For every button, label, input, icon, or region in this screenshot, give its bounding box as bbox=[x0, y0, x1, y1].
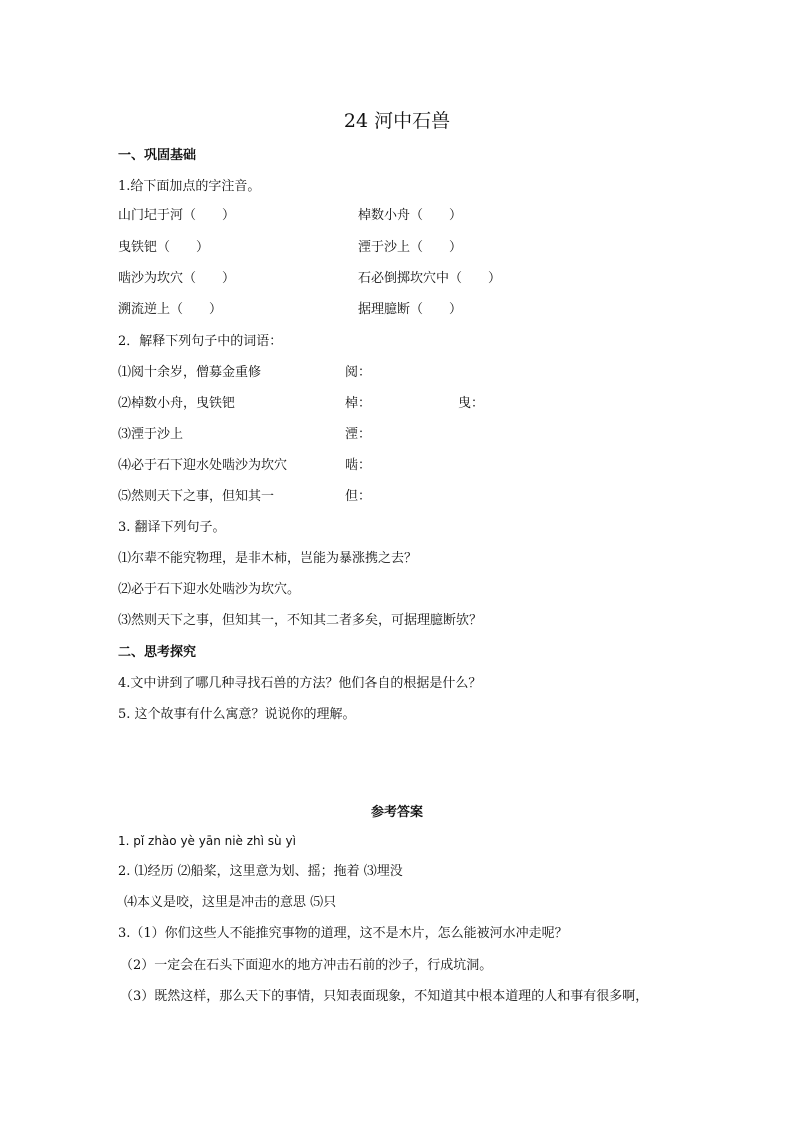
q1-item: 湮于沙上（ ） bbox=[358, 240, 463, 255]
q2-word: 啮： bbox=[345, 458, 372, 473]
q1-item: 曳铁钯（ ） bbox=[118, 240, 210, 255]
answer-3-cont: （3）既然这样，那么天下的事情，只知表面现象，不知道其中根本道理的人和事有很多啊， bbox=[120, 989, 649, 1004]
q3-item: ⑵必于石下迎水处啮沙为坎穴。 bbox=[118, 582, 301, 597]
q3-item: ⑴尔辈不能究物理，是非木柿，岂能为暴涨携之去？ bbox=[118, 551, 418, 566]
q1-item: 啮沙为坎穴（ ） bbox=[118, 271, 236, 286]
q1-item: 据理臆断（ ） bbox=[358, 302, 463, 317]
section-heading-basics: 一、巩固基础 bbox=[118, 148, 197, 163]
answer-1: 1. pǐ zhào yè yān niè zhì sù yì bbox=[118, 834, 296, 848]
answer-2-cont: ⑷本义是咬，这里是冲击的意思 ⑸只 bbox=[124, 895, 337, 910]
answer-3-cont: （2）一定会在石头下面迎水的地方冲击石前的沙子，行成坑洞。 bbox=[120, 958, 493, 973]
section-heading-explore: 二、思考探究 bbox=[118, 645, 197, 660]
answer-3: 3.（1）你们这些人不能推究事物的道理，这不是木片，怎么能被河水冲走呢？ bbox=[118, 926, 568, 941]
q3-prompt: 3. 翻译下列句子。 bbox=[118, 520, 226, 535]
answer-2: 2. ⑴经历 ⑵船桨，这里意为划、摇；拖着 ⑶埋没 bbox=[118, 864, 403, 879]
page-title: 24 河中石兽 bbox=[343, 110, 451, 132]
q2-word: 但： bbox=[345, 489, 372, 504]
q1-prompt: 1.给下面加点的字注音。 bbox=[118, 179, 261, 194]
q1-item: 溯流逆上（ ） bbox=[118, 302, 223, 317]
q1-item: 棹数小舟（ ） bbox=[358, 208, 463, 223]
q3-item: ⑶然则天下之事，但知其一，不知其二者多矣，可据理臆断欤？ bbox=[118, 613, 483, 628]
q5-text: 5. 这个故事有什么寓意？说说你的理解。 bbox=[118, 707, 356, 722]
q1-item: 山门圮于河（ ） bbox=[118, 208, 236, 223]
answers-title: 参考答案 bbox=[370, 805, 423, 820]
q2-word: 棹： bbox=[345, 396, 372, 411]
q2-sentence: ⑶湮于沙上 bbox=[118, 427, 184, 442]
q2-sentence: ⑸然则天下之事，但知其一 bbox=[118, 489, 275, 504]
q2-word: 阅： bbox=[345, 365, 372, 380]
q2-word: 湮： bbox=[345, 427, 372, 442]
q2-word: 曳： bbox=[458, 396, 485, 411]
q2-sentence: ⑷必于石下迎水处啮沙为坎穴 bbox=[118, 458, 288, 473]
q4-text: 4.文中讲到了哪几种寻找石兽的方法？他们各自的根据是什么？ bbox=[118, 676, 482, 691]
q2-sentence: ⑵棹数小舟，曳铁钯 bbox=[118, 396, 236, 411]
q2-prompt: 2．解释下列句子中的词语： bbox=[118, 334, 283, 349]
q1-item: 石必倒掷坎穴中（ ） bbox=[358, 271, 502, 286]
q2-sentence: ⑴阅十余岁，僧募金重修 bbox=[118, 365, 262, 380]
